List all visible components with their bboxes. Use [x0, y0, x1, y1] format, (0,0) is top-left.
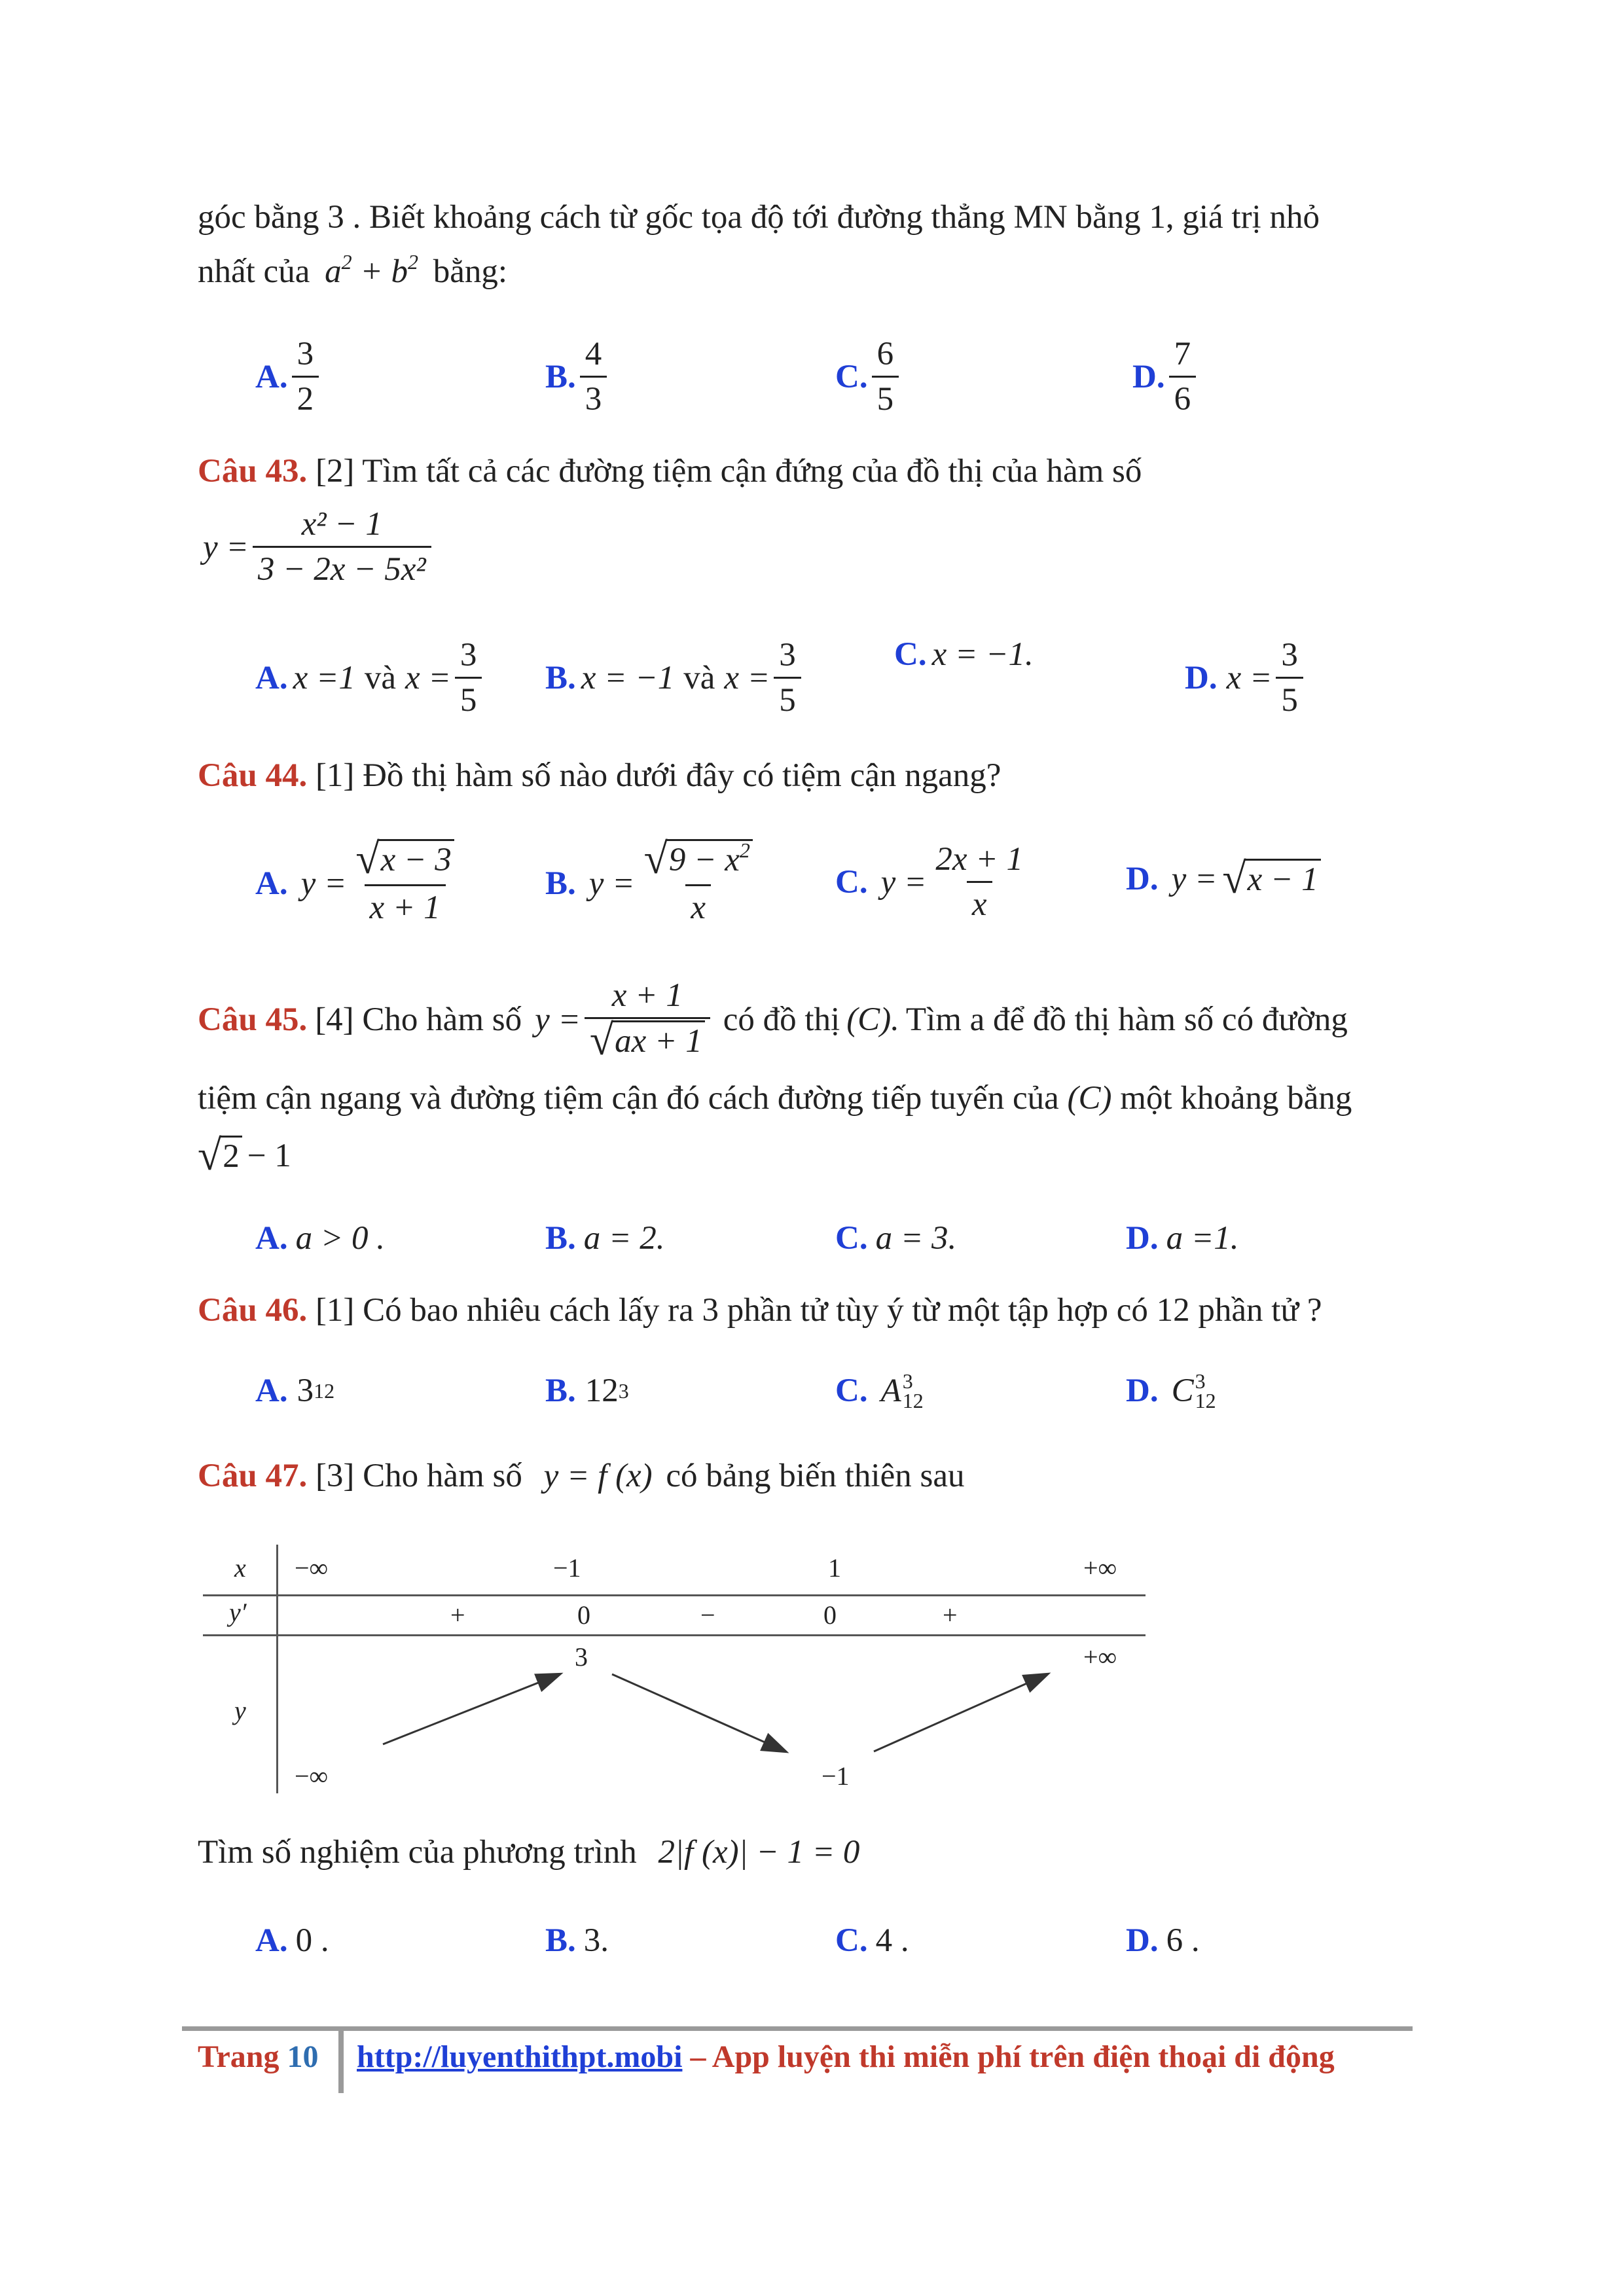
q43-option-a[interactable]: A. x =1 và x = $\frac{3}{5}$ [255, 635, 486, 721]
q44-label: Câu 44. [198, 757, 308, 794]
x-value: −∞ [295, 1553, 329, 1583]
q43-option-c[interactable]: C. x = −1. [894, 636, 1034, 673]
fraction: $\frac{3}{5}$ [1276, 635, 1303, 721]
q46-option-d[interactable]: D. C 3 12 [1126, 1369, 1216, 1412]
fraction: x + 1 √ ax + 1 [585, 975, 710, 1064]
intro-line-2: nhất của $a^2 + b^2$ bằng: [198, 250, 508, 290]
footer-page: Trang 10 [198, 2039, 319, 2074]
sqrt-symbol: √ ax + 1 [590, 1020, 705, 1061]
variation-arrows [203, 1532, 1152, 1793]
q47-label: Câu 47. [198, 1458, 308, 1494]
dy-sign: − [700, 1600, 715, 1630]
q47-option-d[interactable]: D. 6 . [1126, 1922, 1200, 1959]
arrow-increasing-2 [874, 1674, 1047, 1751]
q43-label: Câu 43. [198, 453, 308, 490]
q46-option-c[interactable]: C. A 3 12 [835, 1369, 924, 1412]
fraction: √ x − 3 x + 1 [350, 839, 459, 928]
intro-option-c[interactable]: C. $\frac{6}{5}$ [835, 334, 903, 420]
q45-line-3: √ 2 − 1 [198, 1132, 291, 1179]
q45-label: Câu 45. [198, 1001, 308, 1038]
q44-option-d[interactable]: D. y = √ x − 1 [1126, 859, 1321, 899]
x-value: −1 [553, 1553, 581, 1583]
q45-option-a[interactable]: A. a > 0 . [255, 1220, 386, 1257]
fraction: $\frac{2x + 1}{x}$ [930, 839, 1028, 925]
footer-rule [182, 2026, 1413, 2031]
dy-sign: + [943, 1600, 958, 1630]
x-value: +∞ [1083, 1553, 1117, 1583]
row-label-x: x [234, 1553, 246, 1583]
variation-table [203, 1532, 1152, 1793]
expr-a2-plus-b2: $a^2 + b^2$ [325, 250, 418, 290]
sqrt-symbol: √ 2 [198, 1136, 242, 1176]
sqrt-symbol: √ $9 - x^2$ [644, 839, 753, 880]
q45-option-c[interactable]: C. a = 3. [835, 1220, 957, 1257]
y-value-min: −1 [821, 1761, 850, 1791]
q46-text: Câu 46. [1] Có bao nhiêu cách lấy ra 3 phần tử tùy ý từ một tập hợp có 12 phần tử ? [198, 1292, 1322, 1329]
fraction: $\frac{4}{3}$ [580, 334, 607, 420]
q45-option-d[interactable]: D. a =1. [1126, 1220, 1239, 1257]
q46-option-a[interactable]: A. 3 12 [255, 1372, 335, 1409]
y-value-minus-inf: −∞ [295, 1761, 329, 1791]
q43-function: y = $\frac{\text{x² − 1}}{\text{3 − 2x − 5x²}}$ [203, 504, 435, 590]
footer-divider [338, 2031, 344, 2093]
q47-option-a[interactable]: A. 0 . [255, 1922, 329, 1959]
q44-option-c[interactable]: C. y = $\frac{2x + 1}{x}$ [835, 839, 1032, 925]
x-value: 1 [828, 1553, 841, 1583]
fraction: $\frac{\text{x² − 1}}{\text{3 − 2x − 5x²}}$ [253, 504, 431, 590]
fraction: $\frac{6}{5}$ [872, 334, 899, 420]
footer-link[interactable]: http://luyenthithpt.mobi [357, 2039, 683, 2074]
dy-value: 0 [823, 1600, 837, 1630]
q43-text: Câu 43. [2] Tìm tất cả các đường tiệm cận đứng của đồ thị của hàm số [198, 453, 1142, 490]
arrow-increasing-1 [383, 1674, 560, 1744]
footer-text: http://luyenthithpt.mobi – App luyện thi miễn phí trên điện thoại di động [357, 2039, 1335, 2074]
q45-option-b[interactable]: B. a = 2. [545, 1220, 665, 1257]
q46-option-b[interactable]: B. 12 3 [545, 1372, 629, 1409]
q44-option-b[interactable]: B. y = √ $9 - x^2$ x [545, 839, 762, 928]
fraction: $\frac{7}{6}$ [1169, 334, 1197, 420]
y-value-plus-inf: +∞ [1083, 1642, 1117, 1672]
sqrt-symbol: √ x − 1 [1222, 859, 1320, 899]
intro-option-d[interactable]: D. $\frac{7}{6}$ [1132, 334, 1200, 420]
q43-option-b[interactable]: B. x = −1 và x = $\frac{3}{5}$ [545, 635, 805, 721]
fraction: $\frac{3}{5}$ [455, 635, 482, 721]
dy-value: 0 [577, 1600, 590, 1630]
intro-option-b[interactable]: B. $\frac{4}{3}$ [545, 334, 611, 420]
q44-option-a[interactable]: A. y = √ x − 3 x + 1 [255, 839, 463, 928]
q46-label: Câu 46. [198, 1292, 308, 1329]
dy-sign: + [450, 1600, 465, 1630]
q45-text: Câu 45. [4] Cho hàm số y = x + 1 √ ax + 1 có đồ thị (C). Tìm a để đồ thị hàm số có đường [198, 975, 1348, 1064]
q47-text: Câu 47. [3] Cho hàm số y = f (x) có bảng biến thiên sau [198, 1458, 965, 1494]
intro-option-a[interactable]: A. $\frac{3}{2}$ [255, 334, 323, 420]
q47-option-c[interactable]: C. 4 . [835, 1922, 909, 1959]
y-value-max: 3 [575, 1642, 588, 1672]
intro-line-1: góc bằng 3 . Biết khoảng cách từ gốc tọa độ tới đường thẳng MN bằng 1, giá trị nhỏ [198, 199, 1320, 236]
fraction: $\frac{3}{2}$ [292, 334, 319, 420]
arrow-decreasing [612, 1674, 785, 1751]
fraction: √ $9 - x^2$ x [639, 839, 758, 928]
row-label-y: y [234, 1696, 246, 1725]
q43-option-d[interactable]: D. x = $\frac{3}{5}$ [1185, 635, 1307, 721]
q47-equation-line: Tìm số nghiệm của phương trình 2|f (x)| − 1 = 0 [198, 1834, 860, 1871]
q44-text: Câu 44. [1] Đồ thị hàm số nào dưới đây có tiệm cận ngang? [198, 757, 1001, 794]
q45-line-2: tiệm cận ngang và đường tiệm cận đó cách đường tiếp tuyến của (C) một khoảng bằng [198, 1080, 1352, 1117]
fraction: $\frac{3}{5}$ [774, 635, 801, 721]
q47-option-b[interactable]: B. 3. [545, 1922, 609, 1959]
row-label-dy: y′ [229, 1598, 247, 1627]
sqrt-symbol: √ x − 3 [355, 839, 454, 880]
